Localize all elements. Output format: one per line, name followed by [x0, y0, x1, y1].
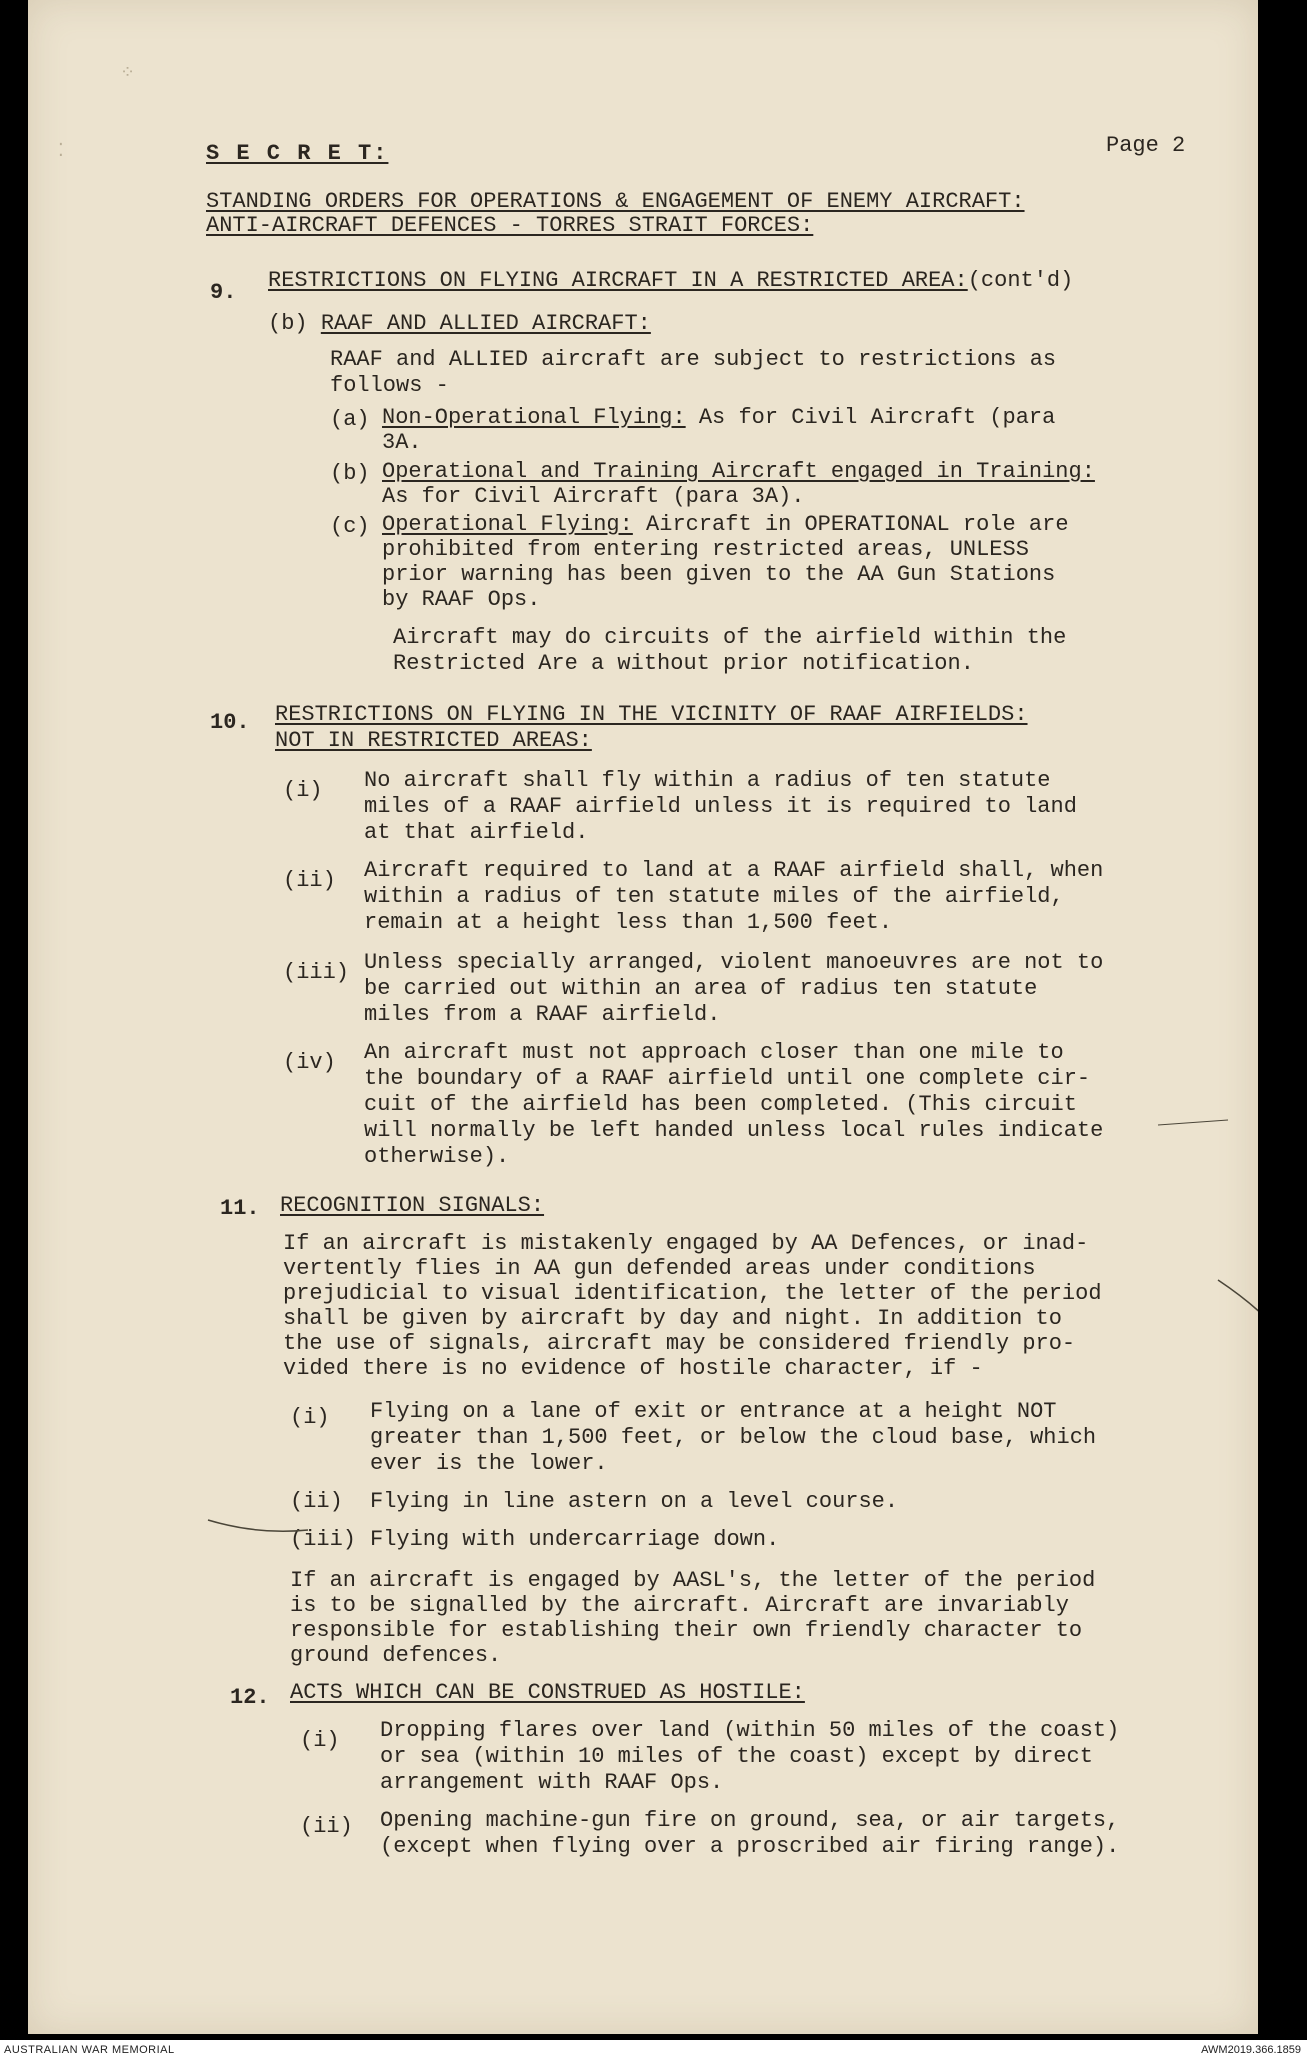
item-11-iii-label: (iii)	[290, 1527, 357, 1552]
item-9b-b-title: Operational and Training Aircraft engaged in Training:	[382, 459, 1095, 484]
section-9b-intro-2: follows -	[330, 373, 449, 398]
item-9b-c-title: Operational Flying:	[382, 512, 633, 537]
section-11-para1-line-1: If an aircraft is mistakenly engaged by AA Defences, or inad-	[283, 1231, 1089, 1256]
item-10-iv-line-1: An aircraft must not approach closer than one mile to	[364, 1040, 1064, 1065]
section-11-para1-line-6: vided there is no evidence of hostile character, if -	[283, 1356, 983, 1381]
punch-hole-mark: ⁚	[58, 142, 64, 162]
item-10-ii-label: (ii)	[283, 868, 336, 893]
item-10-iv-line-5: otherwise).	[364, 1144, 510, 1169]
section-11-para1-line-2: vertently flies in AA gun defended areas under conditions	[283, 1256, 1036, 1281]
footer-accession-number: AWM2019.366.1859	[1201, 2044, 1301, 2056]
item-10-iii-line-1: Unless specially arranged, violent manoeuvres are not to	[364, 950, 1104, 975]
item-10-ii-line-2: within a radius of ten statute miles of the airfield,	[364, 884, 1064, 909]
section-9b-intro-1: RAAF and ALLIED aircraft are subject to restrictions as	[330, 347, 1057, 372]
footer-institution: AUSTRALIAN WAR MEMORIAL	[4, 2044, 175, 2056]
classification-label: S E C R E T:	[206, 141, 389, 166]
section-12-heading: ACTS WHICH CAN BE CONSTRUED AS HOSTILE:	[290, 1680, 805, 1705]
item-11-ii-label: (ii)	[290, 1489, 343, 1514]
section-10-heading-1: RESTRICTIONS ON FLYING IN THE VICINITY OF RAAF AIRFIELDS:	[275, 702, 1028, 727]
item-9b-a-label: (a)	[330, 407, 370, 432]
item-10-iii-label: (iii)	[283, 960, 350, 985]
pencil-mark	[208, 1520, 308, 1531]
section-10-number: 10.	[210, 710, 250, 735]
item-10-iv-line-3: cuit of the airfield has been completed. (This circuit	[364, 1092, 1077, 1117]
item-11-i-line-1: Flying on a lane of exit or entrance at a height NOT	[370, 1399, 1057, 1424]
item-11-ii-line-1: Flying in line astern on a level course.	[370, 1489, 899, 1514]
item-12-ii-line-2: (except when flying over a proscribed air firing range).	[380, 1834, 1120, 1859]
item-10-i-line-3: at that airfield.	[364, 820, 589, 845]
section-9b-heading: RAAF AND ALLIED AIRCRAFT:	[320, 311, 651, 336]
doc-title-line-2: ANTI-AIRCRAFT DEFENCES - TORRES STRAIT FORCES:	[206, 213, 814, 238]
pencil-mark	[1218, 1280, 1258, 1320]
item-9b-a-text-1: As for Civil Aircraft (para	[698, 405, 1056, 430]
item-10-i-label: (i)	[283, 778, 323, 803]
item-12-ii-line-1: Opening machine-gun fire on ground, sea, or air targets,	[380, 1808, 1120, 1833]
section-11-number: 11.	[220, 1196, 260, 1221]
doc-title-line-1: STANDING ORDERS FOR OPERATIONS & ENGAGEMENT OF ENEMY AIRCRAFT:	[206, 189, 1025, 214]
item-9b-b-text-1: As for Civil Aircraft (para 3A).	[382, 484, 805, 509]
item-9b-c-text-1: Aircraft in OPERATIONAL role are	[646, 512, 1069, 537]
item-12-ii-label: (ii)	[300, 1814, 353, 1839]
item-12-i-line-1: Dropping flares over land (within 50 miles of the coast)	[380, 1718, 1120, 1743]
punch-hole-mark: ⁘	[120, 64, 136, 84]
section-10-heading-2: NOT IN RESTRICTED AREAS:	[275, 728, 592, 753]
item-12-i-line-3: arrangement with RAAF Ops.	[380, 1770, 724, 1795]
item-9b-a-title: Non-Operational Flying:	[382, 405, 686, 430]
section-11-para2-line-3: responsible for establishing their own friendly character to	[290, 1618, 1083, 1643]
item-9b-c-label: (c)	[330, 514, 370, 539]
section-11-para2-line-2: is to be signalled by the aircraft. Aircraft are invariably	[290, 1593, 1069, 1618]
item-10-iv-label: (iv)	[283, 1050, 336, 1075]
section-11-heading: RECOGNITION SIGNALS:	[280, 1193, 545, 1218]
item-10-iv-line-4: will normally be left handed unless local rules indicate	[364, 1118, 1104, 1143]
item-11-i-line-3: ever is the lower.	[370, 1451, 608, 1476]
section-9b-note-1: Aircraft may do circuits of the airfield within the	[393, 625, 1067, 650]
item-9b-a-text-2: 3A.	[382, 430, 422, 455]
item-12-i-line-2: or sea (within 10 miles of the coast) except by direct	[380, 1744, 1093, 1769]
archive-footer	[0, 2040, 1307, 2061]
section-11-para2-line-1: If an aircraft is engaged by AASL's, the letter of the period	[290, 1568, 1096, 1593]
item-10-ii-line-3: remain at a height less than 1,500 feet.	[364, 910, 893, 935]
document-page	[28, 0, 1258, 2034]
section-9-number: 9.	[210, 280, 237, 305]
item-9b-c-text-3: prior warning has been given to the AA Gun Stations	[382, 562, 1056, 587]
item-11-i-line-2: greater than 1,500 feet, or below the cloud base, which	[370, 1425, 1097, 1450]
section-9-contd: (cont'd)	[967, 268, 1074, 293]
section-9b-label: (b)	[268, 311, 308, 336]
item-9b-b-label: (b)	[330, 461, 370, 486]
item-11-i-label: (i)	[290, 1405, 330, 1430]
item-10-iv-line-2: the boundary of a RAAF airfield until one complete cir-	[364, 1066, 1091, 1091]
item-10-ii-line-1: Aircraft required to land at a RAAF airfield shall, when	[364, 858, 1104, 883]
item-9b-c-text-2: prohibited from entering restricted areas, UNLESS	[382, 537, 1029, 562]
section-9-heading: RESTRICTIONS ON FLYING AIRCRAFT IN A RESTRICTED AREA:	[268, 268, 968, 293]
item-11-iii-line-1: Flying with undercarriage down.	[370, 1527, 780, 1552]
item-12-i-label: (i)	[300, 1728, 340, 1753]
section-11-para1-line-5: the use of signals, aircraft may be considered friendly pro-	[283, 1331, 1076, 1356]
page-number: Page 2	[1106, 133, 1186, 158]
section-9b-note-2: Restricted Are a without prior notification.	[393, 651, 974, 676]
item-10-iii-line-3: miles from a RAAF airfield.	[364, 1002, 721, 1027]
pencil-mark	[1158, 1120, 1228, 1125]
section-12-number: 12.	[230, 1685, 270, 1710]
item-10-i-line-2: miles of a RAAF airfield unless it is required to land	[364, 794, 1077, 819]
section-11-para1-line-3: prejudicial to visual identification, the letter of the period	[283, 1281, 1102, 1306]
item-10-iii-line-2: be carried out within an area of radius ten statute	[364, 976, 1038, 1001]
section-11-para2-line-4: ground defences.	[290, 1643, 502, 1668]
item-10-i-line-1: No aircraft shall fly within a radius of ten statute	[364, 768, 1051, 793]
pencil-marks	[28, 0, 1258, 2034]
item-9b-c-text-4: by RAAF Ops.	[382, 587, 541, 612]
section-11-para1-line-4: shall be given by aircraft by day and night. In addition to	[283, 1306, 1062, 1331]
